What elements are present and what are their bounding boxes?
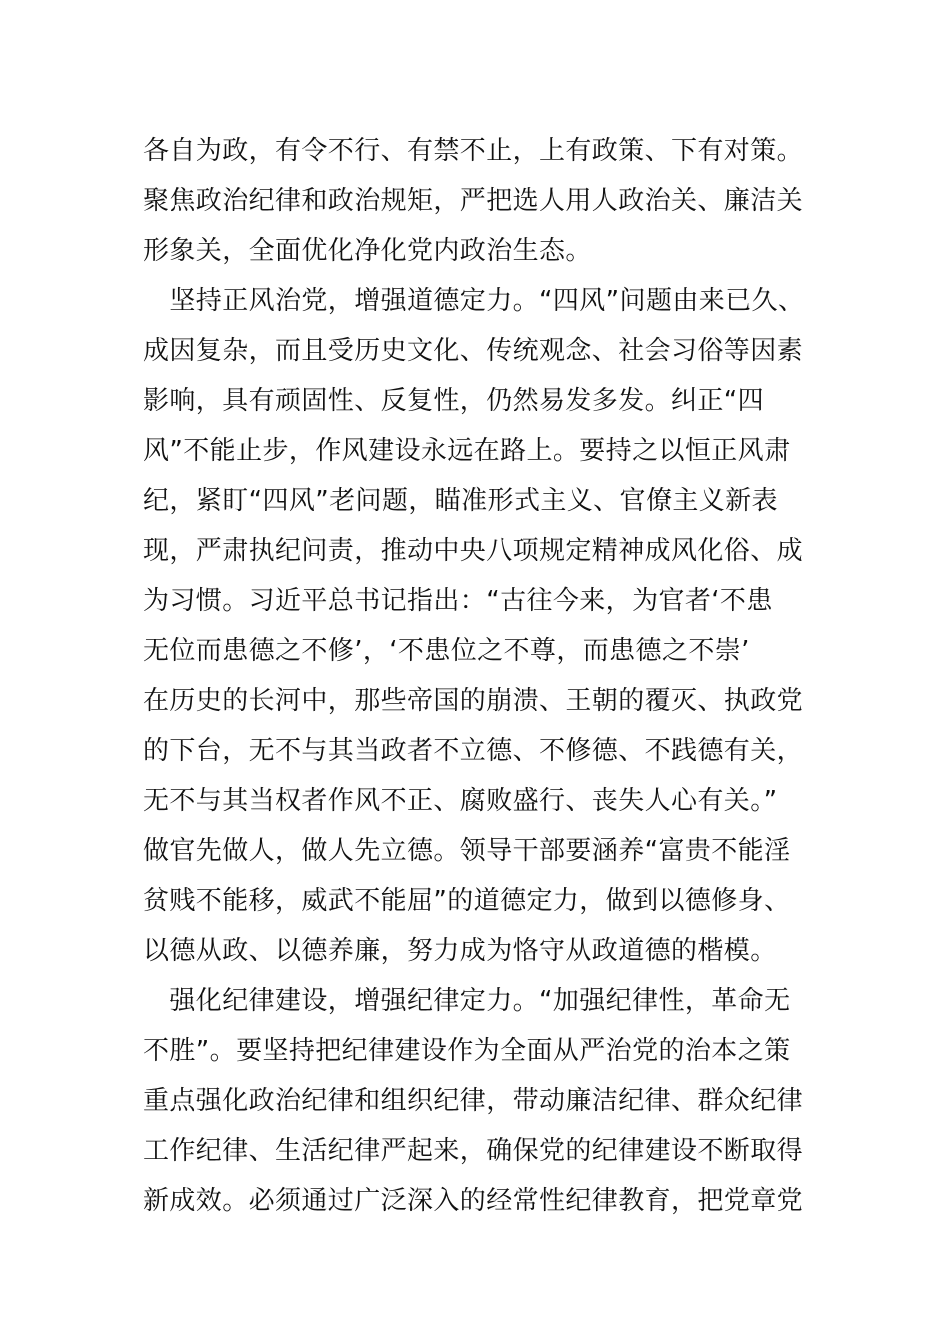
paragraph-start-line: 坚持正风治党，增强道德定力。“四风”问题由来已久、 — [143, 286, 805, 316]
text-line: 风”不能止步，作风建设永远在路上。要持之以恒正风肃 — [143, 436, 791, 466]
text-line: 重点强化政治纪律和组织纪律，带动廉洁纪律、群众纪律 — [143, 1086, 804, 1116]
text-line: 形象关，全面优化净化党内政治生态。 — [143, 236, 592, 266]
text-line: 各自为政，有令不行、有禁不止，上有政策、下有对策。 — [143, 136, 804, 166]
text-line: 不胜”。要坚持把纪律建设作为全面从严治党的治本之策 — [143, 1036, 791, 1066]
document-body — [143, 126, 823, 1226]
text-line: 贫贱不能移，威武不能屈”的道德定力，做到以德修身、 — [143, 886, 791, 916]
text-line: 无位而患德之不修’，‘不患位之不尊，而患德之不崇’ — [143, 636, 750, 666]
text-line: 的下台，无不与其当政者不立德、不修德、不践德有关， — [143, 736, 804, 766]
text-line: 在历史的长河中，那些帝国的崩溃、王朝的覆灭、执政党 — [143, 686, 804, 716]
text-line: 聚焦政治纪律和政治规矩，严把选人用人政治关、廉洁关 — [143, 186, 804, 216]
text-line: 为习惯。习近平总书记指出：“古往今来，为官者‘不患 — [143, 586, 773, 616]
text-line: 无不与其当权者作风不正、腐败盛行、丧失人心有关。” — [143, 786, 778, 816]
paragraph-start-line: 强化纪律建设，增强纪律定力。“加强纪律性，革命无 — [143, 986, 791, 1016]
text-line: 新成效。必须通过广泛深入的经常性纪律教育，把党章党 — [143, 1186, 804, 1216]
text-line: 纪，紧盯“四风”老问题，瞄准形式主义、官僚主义新表 — [143, 486, 778, 516]
text-line: 影响，具有顽固性、反复性，仍然易发多发。纠正“四 — [143, 386, 765, 416]
text-line: 成因复杂，而且受历史文化、传统观念、社会习俗等因素 — [143, 336, 804, 366]
text-line: 工作纪律、生活纪律严起来，确保党的纪律建设不断取得 — [143, 1136, 804, 1166]
text-line: 现，严肃执纪问责，推动中央八项规定精神成风化俗、成 — [143, 536, 804, 566]
text-line: 做官先做人，做人先立德。领导干部要涵养“富贵不能淫 — [143, 836, 791, 866]
text-line: 以德从政、以德养廉，努力成为恪守从政道德的楷模。 — [143, 936, 777, 966]
